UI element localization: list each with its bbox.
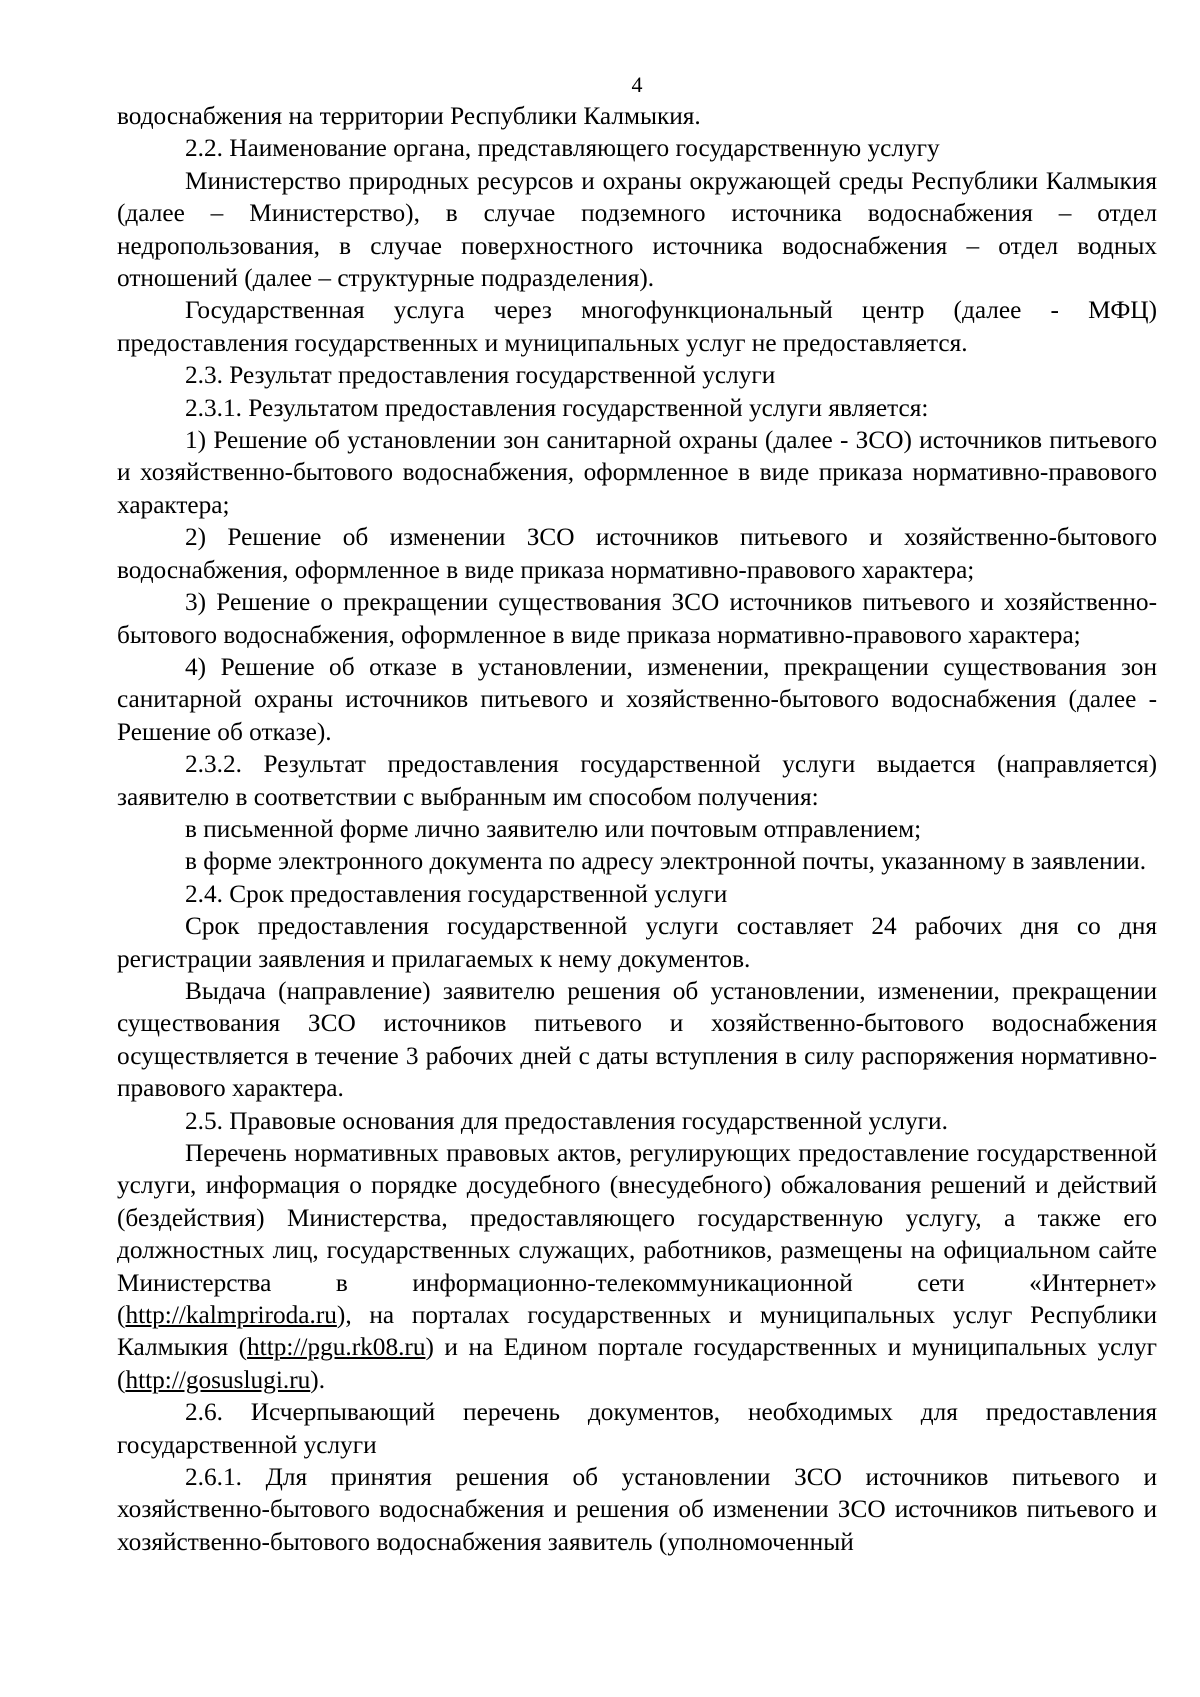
gosuslugi-link[interactable]: http://gosuslugi.ru xyxy=(125,1365,311,1394)
legal-text-part: ) и на Едином портале государственных и муниципальных услуг ( xyxy=(117,1333,1157,1394)
paragraph: 3) Решение о прекращении существования ЗСО источников питьевого и хозяйственно-бытового водоснабжения, оформленное в виде приказа нормативно-правового характера; xyxy=(117,588,1157,649)
paragraph: 2.2. Наименование органа, представляющего государственную услугу xyxy=(185,134,940,163)
legal-text-part: ). xyxy=(310,1365,326,1394)
page-number: 4 xyxy=(631,72,643,97)
legal-text-part: Перечень нормативных правовых актов, регулирующих предоставление государственной услуги, информация о порядке досудебного (внесудебного) обжалования решений и действий (бездействия) Министерства, предоставляющего государственную услугу, а также его должностных лиц, государственных служащих, работников, размещены на официальном сайте Министерства в информационно-телекоммуникационной сети «Интернет» ( xyxy=(117,1139,1157,1330)
paragraph: 2.4. Срок предоставления государственной услуги xyxy=(185,879,728,908)
paragraph: 2.3.1. Результатом предоставления государственной услуги является: xyxy=(185,393,929,422)
legal-text-part: ), на порталах государственных и муниципальных услуг Республики Калмыкия ( xyxy=(117,1301,1157,1362)
regional-portal-link[interactable]: http://pgu.rk08.ru xyxy=(247,1333,426,1362)
paragraph: Выдача (направление) заявителю решения об установлении, изменении, прекращении существования ЗСО источников питьевого и хозяйственно-бытового водоснабжения осуществляется в течение 3 рабочих дней с даты вступления в силу распоряжения нормативно-правового характера. xyxy=(117,976,1157,1103)
paragraph: 2.6. Исчерпывающий перечень документов, необходимых для предоставления государственной услуги xyxy=(117,1398,1157,1459)
paragraph: водоснабжения на территории Республики Калмыкия. xyxy=(117,102,701,130)
paragraph: в форме электронного документа по адресу электронной почты, указанному в заявлении. xyxy=(185,847,1147,876)
paragraph: 2.5. Правовые основания для предоставления государственной услуги. xyxy=(185,1106,948,1135)
paragraph: Срок предоставления государственной услуги составляет 24 рабочих дня со дня регистрации заявления и прилагаемых к нему документов. xyxy=(117,912,1157,973)
paragraph: в письменной форме лично заявителю или почтовым отправлением; xyxy=(185,814,922,843)
legal-acts-paragraph xyxy=(117,1137,1157,1396)
paragraph: Министерство природных ресурсов и охраны окружающей среды Республики Калмыкия (далее – Министерство), в случае подземного источника водоснабжения – отдел недропользования, в случае поверхностного источника водоснабжения – отдел водных отношений (далее – структурные подразделения). xyxy=(117,166,1157,293)
paragraph: 2.3. Результат предоставления государственной услуги xyxy=(185,361,776,390)
paragraph: 2.6.1. Для принятия решения об установлении ЗСО источников питьевого и хозяйственно-бытового водоснабжения и решения об изменении ЗСО источников питьевого и хозяйственно-бытового водоснабжения заявитель (уполномоченный xyxy=(117,1463,1157,1556)
paragraph: 2.3.2. Результат предоставления государственной услуги выдается (направляется) заявителю в соответствии с выбранным им способом получения: xyxy=(117,750,1157,811)
paragraph: 2) Решение об изменении ЗСО источников питьевого и хозяйственно-бытового водоснабжения, оформленное в виде приказа нормативно-правового характера; xyxy=(117,523,1157,584)
paragraph: Государственная услуга через многофункциональный центр (далее - МФЦ) предоставления государственных и муниципальных услуг не предоставляется. xyxy=(117,296,1157,357)
paragraph: 1) Решение об установлении зон санитарной охраны (далее - ЗСО) источников питьевого и хозяйственно-бытового водоснабжения, оформленное в виде приказа нормативно-правового характера; xyxy=(117,426,1157,519)
paragraph: 4) Решение об отказе в установлении, изменении, прекращении существования зон санитарной охраны источников питьевого и хозяйственно-бытового водоснабжения (далее - Решение об отказе). xyxy=(117,652,1157,746)
ministry-site-link[interactable]: http://kalmpriroda.ru xyxy=(125,1301,337,1330)
document-page xyxy=(117,74,1157,1558)
